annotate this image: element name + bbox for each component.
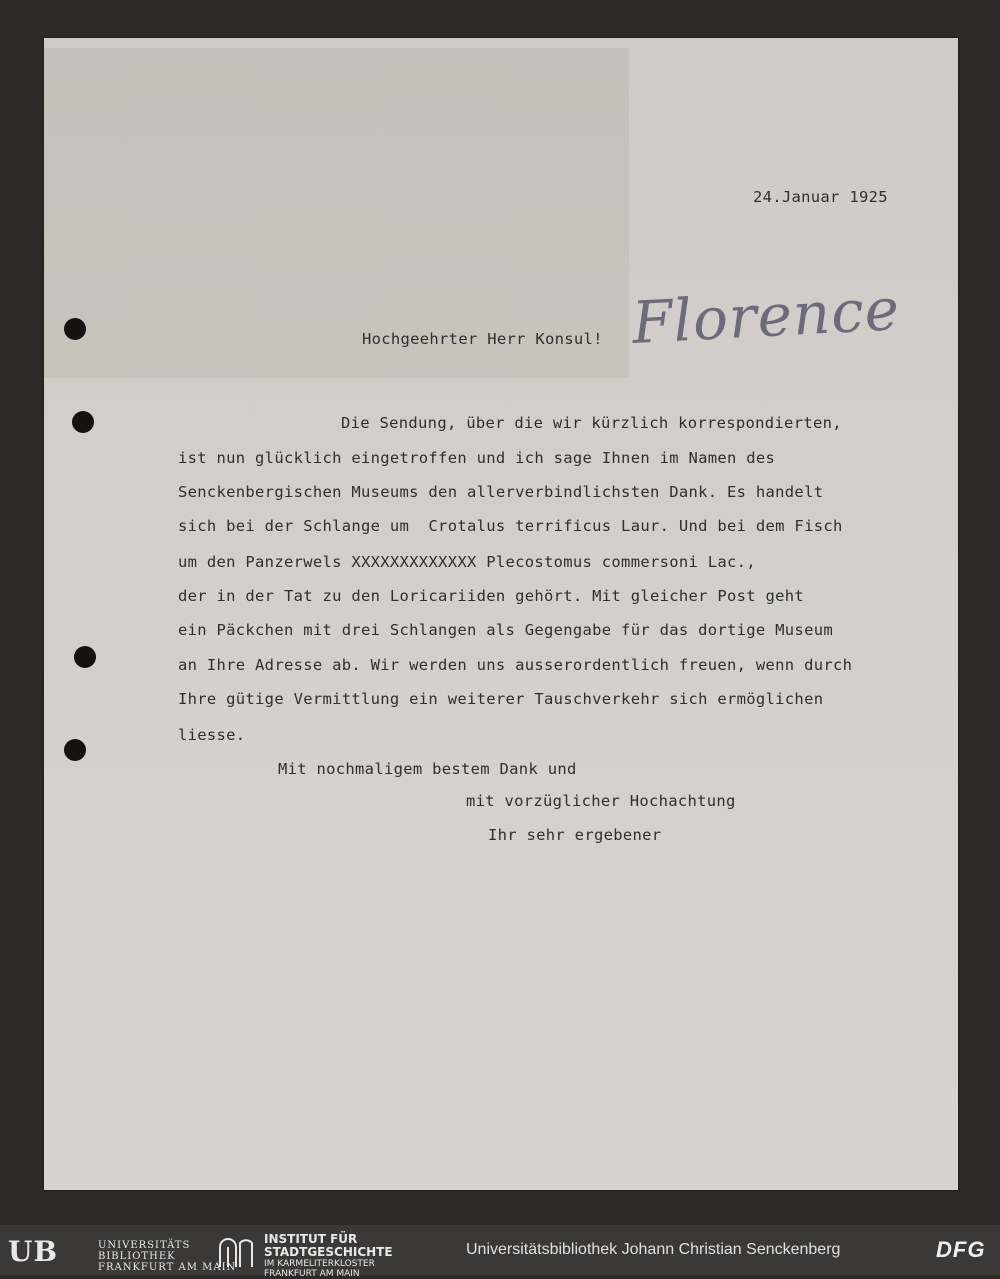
body-line: Ihre gütige Vermittlung ein weiterer Tauschverkehr sich ermöglichen [178,690,824,708]
ub-line: BIBLIOTHEK [98,1251,176,1262]
closing-line: mit vorzüglicher Hochachtung [466,792,736,810]
punch-hole [64,318,86,340]
body-line: der in der Tat zu den Loricariiden gehört. Mit gleicher Post geht [178,587,805,605]
body-line: ist nun glücklich eingetroffen und ich sage Ihnen im Namen des [178,449,776,467]
punch-hole [64,739,86,761]
isg-line: IM KARMELITERKLOSTER [264,1259,375,1269]
body-line: an Ihre Adresse ab. Wir werden uns ausserordentlich freuen, wenn durch [178,656,853,674]
ub-logo[interactable]: UB [8,1235,59,1268]
ub-line: FRANKFURT AM MAIN [98,1262,237,1273]
body-line: sich bei der Schlange um Crotalus terrificus Laur. Und bei dem Fisch [178,517,843,535]
punch-hole [74,646,96,668]
isg-logo-icon[interactable] [216,1233,256,1278]
isg-line: INSTITUT FÜR [264,1232,358,1246]
paper-shading [44,48,629,378]
closing-line: Mit nochmaligem bestem Dank und [278,760,577,778]
closing-line: Ihr sehr ergebener [488,826,662,844]
body-line: Senckenbergischen Museums den allerverbindlichsten Dank. Es handelt [178,483,824,501]
letter-page [44,38,958,1190]
footer-bar [0,1225,1000,1279]
body-line: um den Panzerwels XXXXXXXXXXXXX Plecostomus commersoni Lac., [178,553,756,571]
body-line: Die Sendung, über die wir kürzlich korrespondierten, [341,414,842,432]
isg-line: STADTGESCHICHTE [264,1245,393,1259]
letter-date: 24.Januar 1925 [753,188,888,206]
body-line: ein Päckchen mit drei Schlangen als Gegengabe für das dortige Museum [178,621,833,639]
footer-title[interactable]: Universitätsbibliothek Johann Christian Senckenberg [466,1241,841,1258]
isg-line: FRANKFURT AM MAIN [264,1269,360,1279]
ub-line: UNIVERSITÄTS [98,1240,191,1251]
dfg-logo[interactable]: DFG [936,1237,986,1262]
body-line: liesse. [178,726,246,744]
handwritten-note: Florence [630,275,902,357]
punch-hole [72,411,94,433]
salutation: Hochgeehrter Herr Konsul! [362,330,603,348]
isg-logo-text [264,1233,393,1279]
